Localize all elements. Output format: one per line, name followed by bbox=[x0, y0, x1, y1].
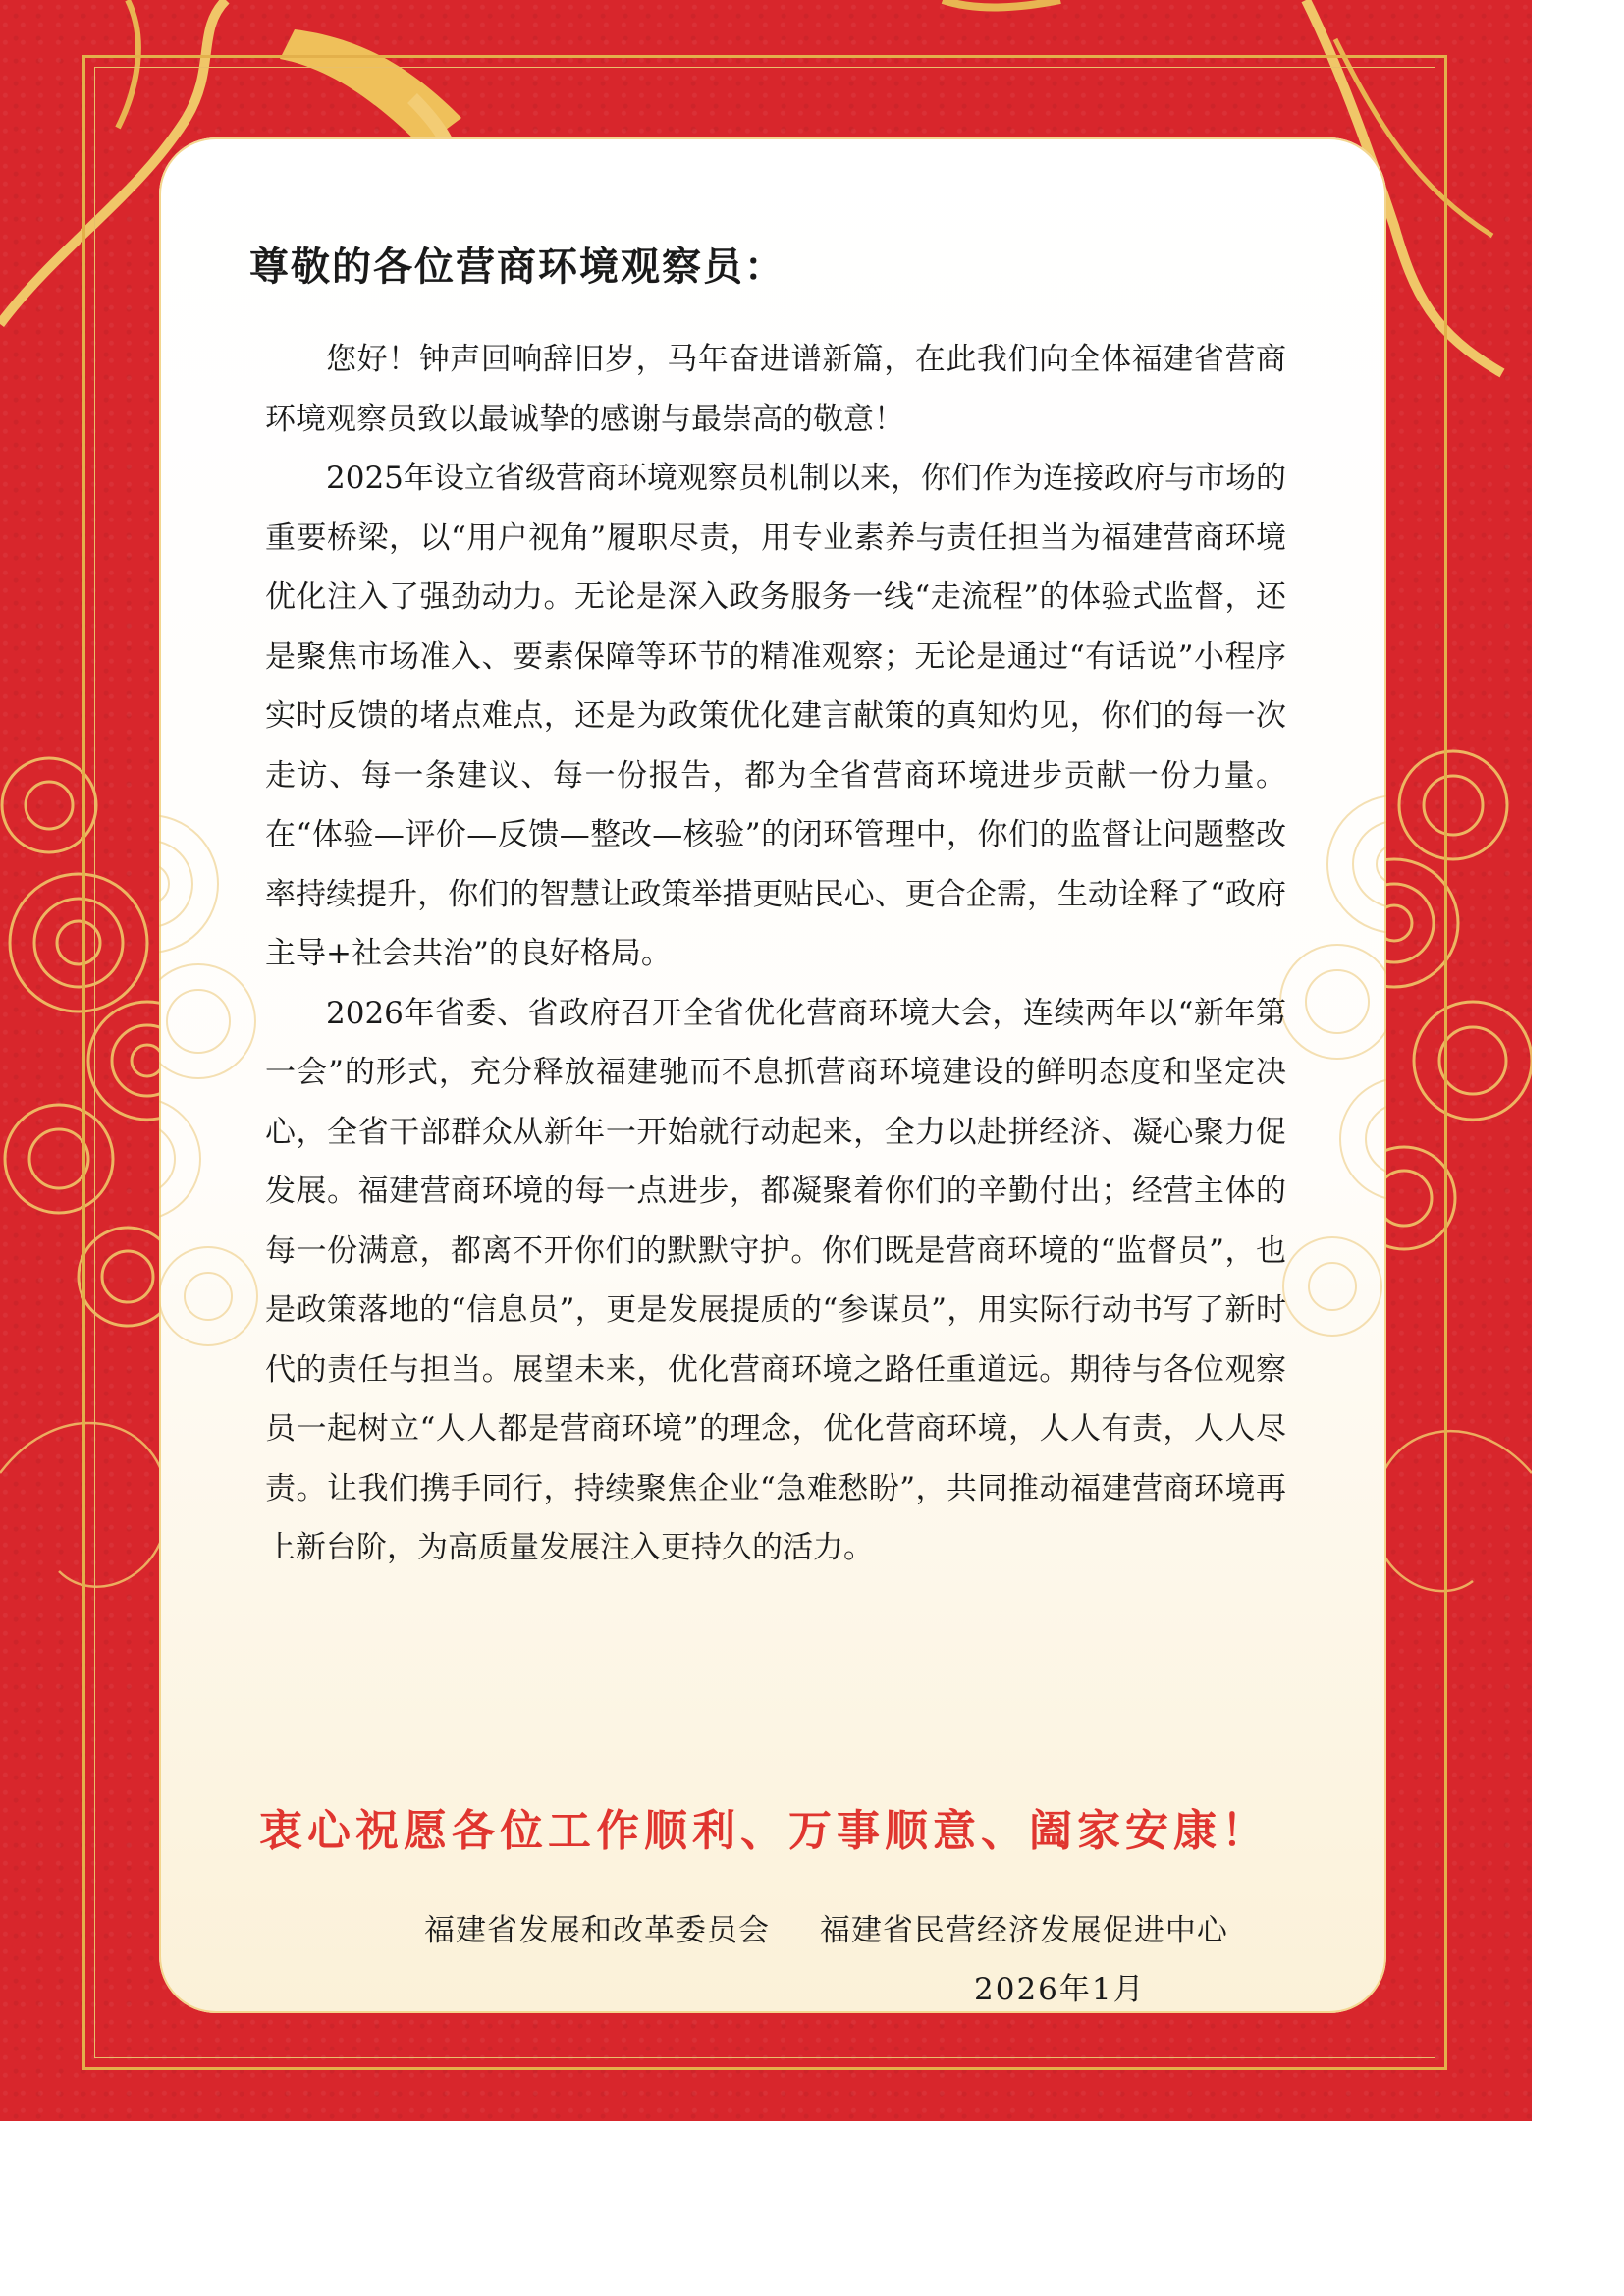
paragraph-2025: 2025年设立省级营商环境观察员机制以来，你们作为连接政府与市场的重要桥梁，以“用户视角”履职尽责，用专业素养与责任担当为福建营商环境优化注入了强劲动力。无论是深入政务服务一线“走流程”的体验式监督，还是聚焦市场准入、要素保障等环节的精准观察；无论是通过“有话说”小程序实时反馈的堵点难点，还是为政策优化建言献策的真知灼见，你们的每一次走访、每一条建议、每一份报告，都为全省营商环境进步贡献一份力量。在“体验—评价—反馈—整改—核验”的闭环管理中，你们的监督让问题整改率持续提升，你们的智慧让政策举措更贴民心、更合企需，生动诠释了“政府主导+社会共治”的良好格局。 bbox=[265, 461, 1286, 971]
letter-body bbox=[265, 330, 1286, 1578]
signatory-ndrc: 福建省发展和改革委员会 bbox=[424, 1913, 770, 1948]
paragraph-2026: 2026年省委、省政府召开全省优化营商环境大会，连续两年以“新年第一会”的形式，充分释放福建驰而不息抓营商环境建设的鲜明态度和坚定决心，全省干部群众从新年一开始就行动起来，全力以赴拼经济、凝心聚力促发展。福建营商环境的每一点进步，都凝聚着你们的辛勤付出；经营主体的每一份满意，都离不开你们的默默守护。你们既是营商环境的“监督员”，也是政策落地的“信息员”，更是发展提质的“参谋员”，用实际行动书写了新时代的责任与担当。展望未来，优化营商环境之路任重道远。期待与各位观察员一起树立“人人都是营商环境”的理念，优化营商环境，人人有责，人人尽责。让我们携手同行，持续聚焦企业“急难愁盼”，共同推动福建营商环境再上新台阶，为高质量发展注入更持久的活力。 bbox=[265, 995, 1286, 1565]
paragraph-opening: 您好！钟声回响辞旧岁，马年奋进谱新篇，在此我们向全体福建省营商环境观察员致以最诚挚的感谢与最崇高的敬意！ bbox=[265, 342, 1286, 437]
letter-panel bbox=[159, 137, 1386, 2013]
closing-wish: 衷心祝愿各位工作顺利、万事顺意、阖家安康！ bbox=[259, 1806, 1270, 1856]
letter-date: 2026年1月 bbox=[974, 1972, 1146, 2007]
signatories bbox=[424, 1905, 1308, 1949]
signatory-private-economy-center: 福建省民营经济发展促进中心 bbox=[819, 1913, 1228, 1948]
salutation: 尊敬的各位营商环境观察员： bbox=[249, 245, 785, 290]
